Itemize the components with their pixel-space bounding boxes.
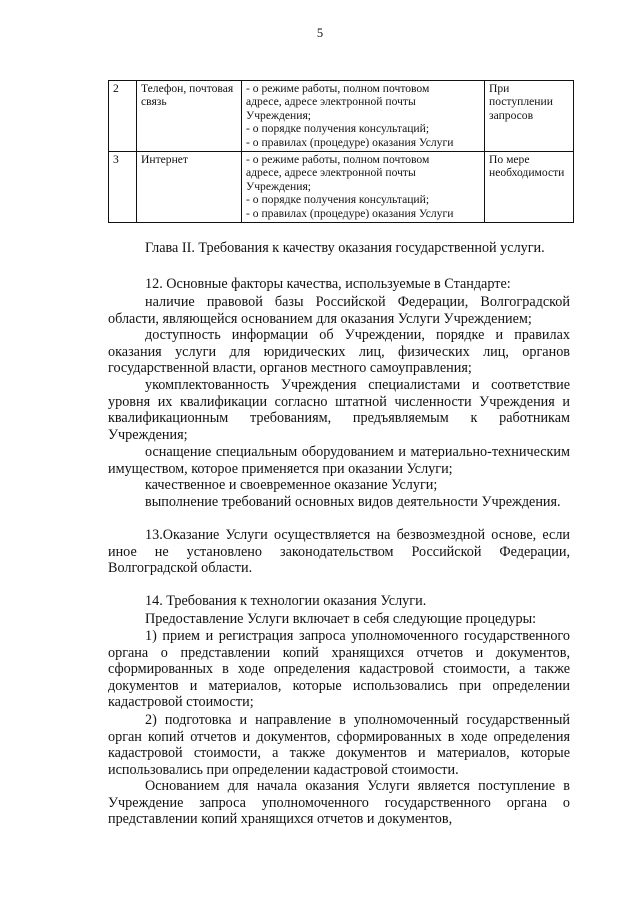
channel-line: Телефон, почтовая: [141, 82, 234, 95]
period-cell: [485, 152, 574, 223]
row-number: 3: [109, 152, 137, 223]
info-line: - о режиме работы, полном почтовом: [246, 82, 430, 95]
factor-quality: качественное и своевременное оказание Услуги;: [145, 477, 438, 493]
info-cell: [242, 81, 485, 152]
table-row: [109, 81, 574, 152]
info-line: адресе, адресе электронной почты: [246, 95, 416, 109]
factor-main-activities: выполнение требований основных видов деятельности Учреждения.: [145, 494, 561, 510]
chapter-title: Глава II. Требования к качеству оказания государственной услуги.: [145, 240, 545, 256]
procedure-1: 1) прием и регистрация запроса уполномоченного государственного органа о представлении копий хранящихся отчетов и документов, сформированных в ходе определения кадастровой стоимости, а также документов и материалов, которые использовались при определении кадастровой стоимости;: [108, 628, 570, 711]
info-line: - о правилах (процедуре) оказания Услуги: [246, 206, 454, 220]
factor-equipment: оснащение специальным оборудованием и материально-техническим имуществом, которое применяется при оказании Услуги;: [108, 444, 570, 477]
section-13: 13.Оказание Услуги осуществляется на безвозмездной основе, если иное не установлено законодательством Российской Федерации, Волгоградской области.: [108, 527, 570, 577]
procedures-intro: Предоставление Услуги включает в себя следующие процедуры:: [145, 611, 537, 627]
info-line: Учреждения;: [246, 179, 311, 193]
section-12-heading: 12. Основные факторы качества, используемые в Стандарте:: [145, 276, 511, 292]
period-line: запросов: [489, 108, 534, 122]
info-channels-table: [108, 80, 574, 223]
factor-legal-basis: наличие правовой базы Российской Федерации, Волгоградской области, являющейся основанием для оказания Услуги Учреждением;: [108, 294, 570, 327]
info-line: адресе, адресе электронной почты: [246, 166, 416, 180]
info-line: - о порядке получения консультаций;: [246, 193, 430, 207]
channel-cell: [137, 81, 242, 152]
period-cell: [485, 81, 574, 152]
channel-cell: [137, 152, 242, 223]
channel-line: связь: [141, 95, 167, 109]
row-number: 2: [109, 81, 137, 152]
period-line: По мере: [489, 153, 530, 167]
period-line: При: [489, 82, 510, 95]
factor-information-access: доступность информации об Учреждении, порядке и правилах оказания услуги для юридических лиц, физических лиц, органов государственной власти, органов местного самоуправления;: [108, 327, 570, 377]
info-line: - о режиме работы, полном почтовом: [246, 153, 430, 167]
table-row: [109, 152, 574, 223]
factor-staffing: укомплектованность Учреждения специалистами и соответствие уровня их квалификации согласно штатной численности Учреждения и квалификационным требованиям, предъявляемым к работникам Учреждения;: [108, 377, 570, 443]
info-line: - о порядке получения консультаций;: [246, 122, 430, 136]
procedure-2: 2) подготовка и направление в уполномоченный государственный орган копий отчетов и документов, сформированных в ходе определения кадастровой стоимости, а также документов и материалов, которые использовались при определении кадастровой стоимости.: [108, 712, 570, 778]
channel-line: Интернет: [141, 153, 189, 167]
service-start-basis: Основанием для начала оказания Услуги является поступление в Учреждение запроса уполномоченного государственного органа о представлении копий хранящихся отчетов и документов,: [108, 778, 570, 828]
info-line: - о правилах (процедуре) оказания Услуги: [246, 135, 454, 149]
page-number: 5: [316, 26, 324, 40]
info-line: Учреждения;: [246, 108, 311, 122]
period-line: необходимости: [489, 166, 565, 180]
period-line: поступлении: [489, 95, 553, 109]
info-cell: [242, 152, 485, 223]
section-14-heading: 14. Требования к технологии оказания Услуги.: [145, 593, 427, 609]
